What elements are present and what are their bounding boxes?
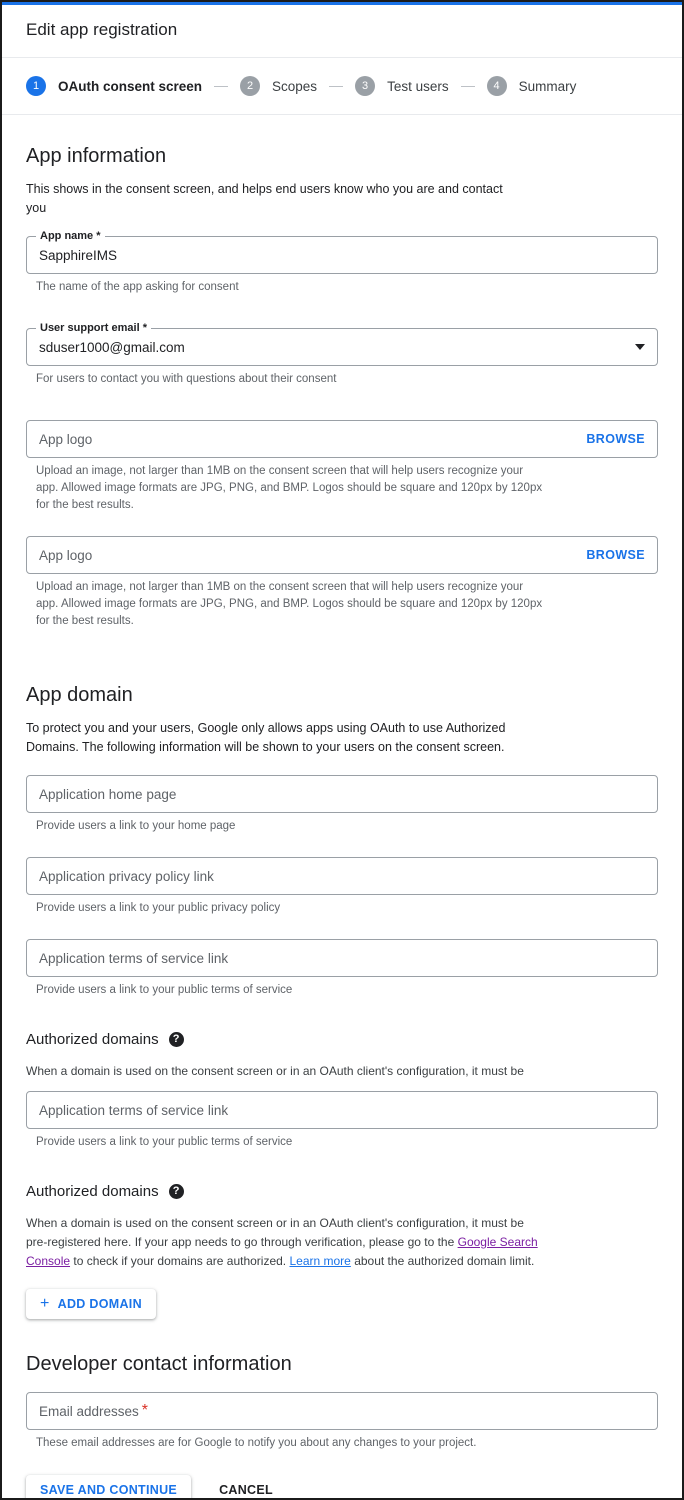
terms-of-service-placeholder: Application terms of service link [39,950,229,966]
cancel-label: CANCEL [219,1483,273,1497]
home-page-field-group [26,775,658,835]
step-badge-3: 3 [355,76,375,96]
user-support-email-field-group [26,322,658,388]
app-logo-field-group-2 [26,536,658,630]
app-logo-input-2[interactable] [26,536,658,574]
privacy-policy-helper: Provide users a link to your public privacy policy [36,902,281,914]
authorized-domains-description-1: When a domain is used on the consent screen or in an OAuth client's configuration, it must be [26,1064,524,1078]
add-domain-button[interactable] [26,1289,156,1319]
user-support-email-value: sduser1000@gmail.com [39,339,185,355]
privacy-policy-field-group [26,857,658,917]
app-logo-field-group-1 [26,420,658,514]
app-information-heading: App information [26,145,167,167]
form-body [2,115,682,1498]
home-page-helper: Provide users a link to your home page [36,820,236,832]
google-search-console-link[interactable]: Google Search Console [26,1235,538,1268]
app-logo-helper-2: Upload an image, not larger than 1MB on the consent screen that will help users recognize your app. Allowed image formats are JPG, PNG, and BMP. Logos should be square and 120px by 120px for the best results. [36,581,543,627]
authorized-domains-helper-1: Provide users a link to your public terms of service [36,1136,293,1148]
developer-contact-heading: Developer contact information [26,1353,292,1375]
terms-of-service-helper: Provide users a link to your public terms of service [36,984,293,996]
email-addresses-input[interactable] [26,1392,658,1430]
page-title: Edit app registration [26,20,178,39]
step-label-2: Scopes [272,78,318,94]
authorized-domains-title-row-2 [26,1183,658,1200]
email-addresses-placeholder: Email addresses [39,1403,139,1419]
required-asterisk: * [141,1402,149,1419]
chevron-down-icon[interactable] [635,344,645,350]
privacy-policy-input[interactable] [26,857,658,895]
app-name-helper: The name of the app asking for consent [36,281,239,293]
app-logo-helper-1: Upload an image, not larger than 1MB on the consent screen that will help users recognize your app. Allowed image formats are JPG, PNG, and BMP. Logos should be square and 120px by 120px for the best results. [36,465,543,511]
privacy-policy-placeholder: Application privacy policy link [39,868,214,884]
learn-more-link[interactable]: Learn more [289,1254,351,1268]
user-support-email-helper: For users to contact you with questions about their consent [36,373,337,385]
app-name-field-group [26,230,658,296]
app-logo-placeholder-2: App logo [39,547,93,563]
terms-of-service-input[interactable] [26,939,658,977]
app-logo-placeholder-1: App logo [39,431,93,447]
authorized-domains-text-part1: When a domain is used on the consent screen or in an OAuth client's configuration, it must be pre-registered here. If your app needs to go through verification, please go to the [26,1216,524,1249]
page-canvas [2,5,682,1498]
authorized-domains-field-group-1 [26,1091,658,1151]
step-label-1: OAuth consent screen [58,78,203,94]
authorized-domains-placeholder-1: Application terms of service link [39,1102,229,1118]
step-separator-1 [214,86,228,87]
footer-actions [26,1474,658,1498]
add-domain-button-label: ADD DOMAIN [57,1297,142,1311]
step-separator-3 [461,86,475,87]
app-name-input[interactable] [26,230,658,274]
home-page-placeholder: Application home page [39,786,177,802]
authorized-domains-description-2 [26,1214,538,1271]
save-and-continue-button[interactable] [26,1475,191,1498]
app-domain-heading: App domain [26,684,133,706]
user-support-email-label: User support email * [36,322,151,334]
email-addresses-field-group [26,1392,658,1452]
step-label-3: Test users [387,78,449,94]
step-label-4: Summary [518,78,577,94]
plus-icon: + [40,1295,50,1312]
help-icon[interactable]: ? [169,1032,184,1047]
app-name-label: App name * [36,230,105,242]
authorized-domains-title-row-1 [26,1031,658,1048]
browse-button-1[interactable]: BROWSE [586,432,645,446]
dialog-header [2,5,682,58]
app-logo-input-1[interactable] [26,420,658,458]
authorized-domains-heading-2: Authorized domains [26,1183,159,1200]
browse-button-2[interactable]: BROWSE [586,548,645,562]
stepper [2,58,682,115]
help-icon[interactable]: ? [169,1184,184,1199]
step-badge-2: 2 [240,76,260,96]
stepper-step-4[interactable] [487,76,577,96]
step-badge-4: 4 [487,76,507,96]
authorized-domains-input-1[interactable] [26,1091,658,1129]
app-name-value: SapphireIMS [39,247,118,263]
stepper-step-2[interactable] [240,76,317,96]
step-badge-1: 1 [26,76,46,96]
app-information-description: This shows in the consent screen, and helps end users know who you are and contact you [26,182,503,215]
authorized-domains-text-part2: to check if your domains are authorized. [70,1254,290,1268]
stepper-step-1[interactable] [26,76,202,96]
home-page-input[interactable] [26,775,658,813]
cancel-button[interactable] [205,1474,287,1498]
stepper-step-3[interactable] [355,76,449,96]
app-domain-description: To protect you and your users, Google only allows apps using OAuth to use Authorized Domains. The following information will be shown to your users on the consent screen. [26,721,506,754]
terms-of-service-field-group [26,939,658,999]
authorized-domains-heading-1: Authorized domains [26,1031,159,1048]
step-separator-2 [329,86,343,87]
save-and-continue-label: SAVE AND CONTINUE [40,1483,178,1497]
user-support-email-select[interactable] [26,322,658,366]
authorized-domains-text-part3: about the authorized domain limit. [350,1254,535,1268]
email-addresses-helper: These email addresses are for Google to notify you about any changes to your project. [36,1437,477,1449]
